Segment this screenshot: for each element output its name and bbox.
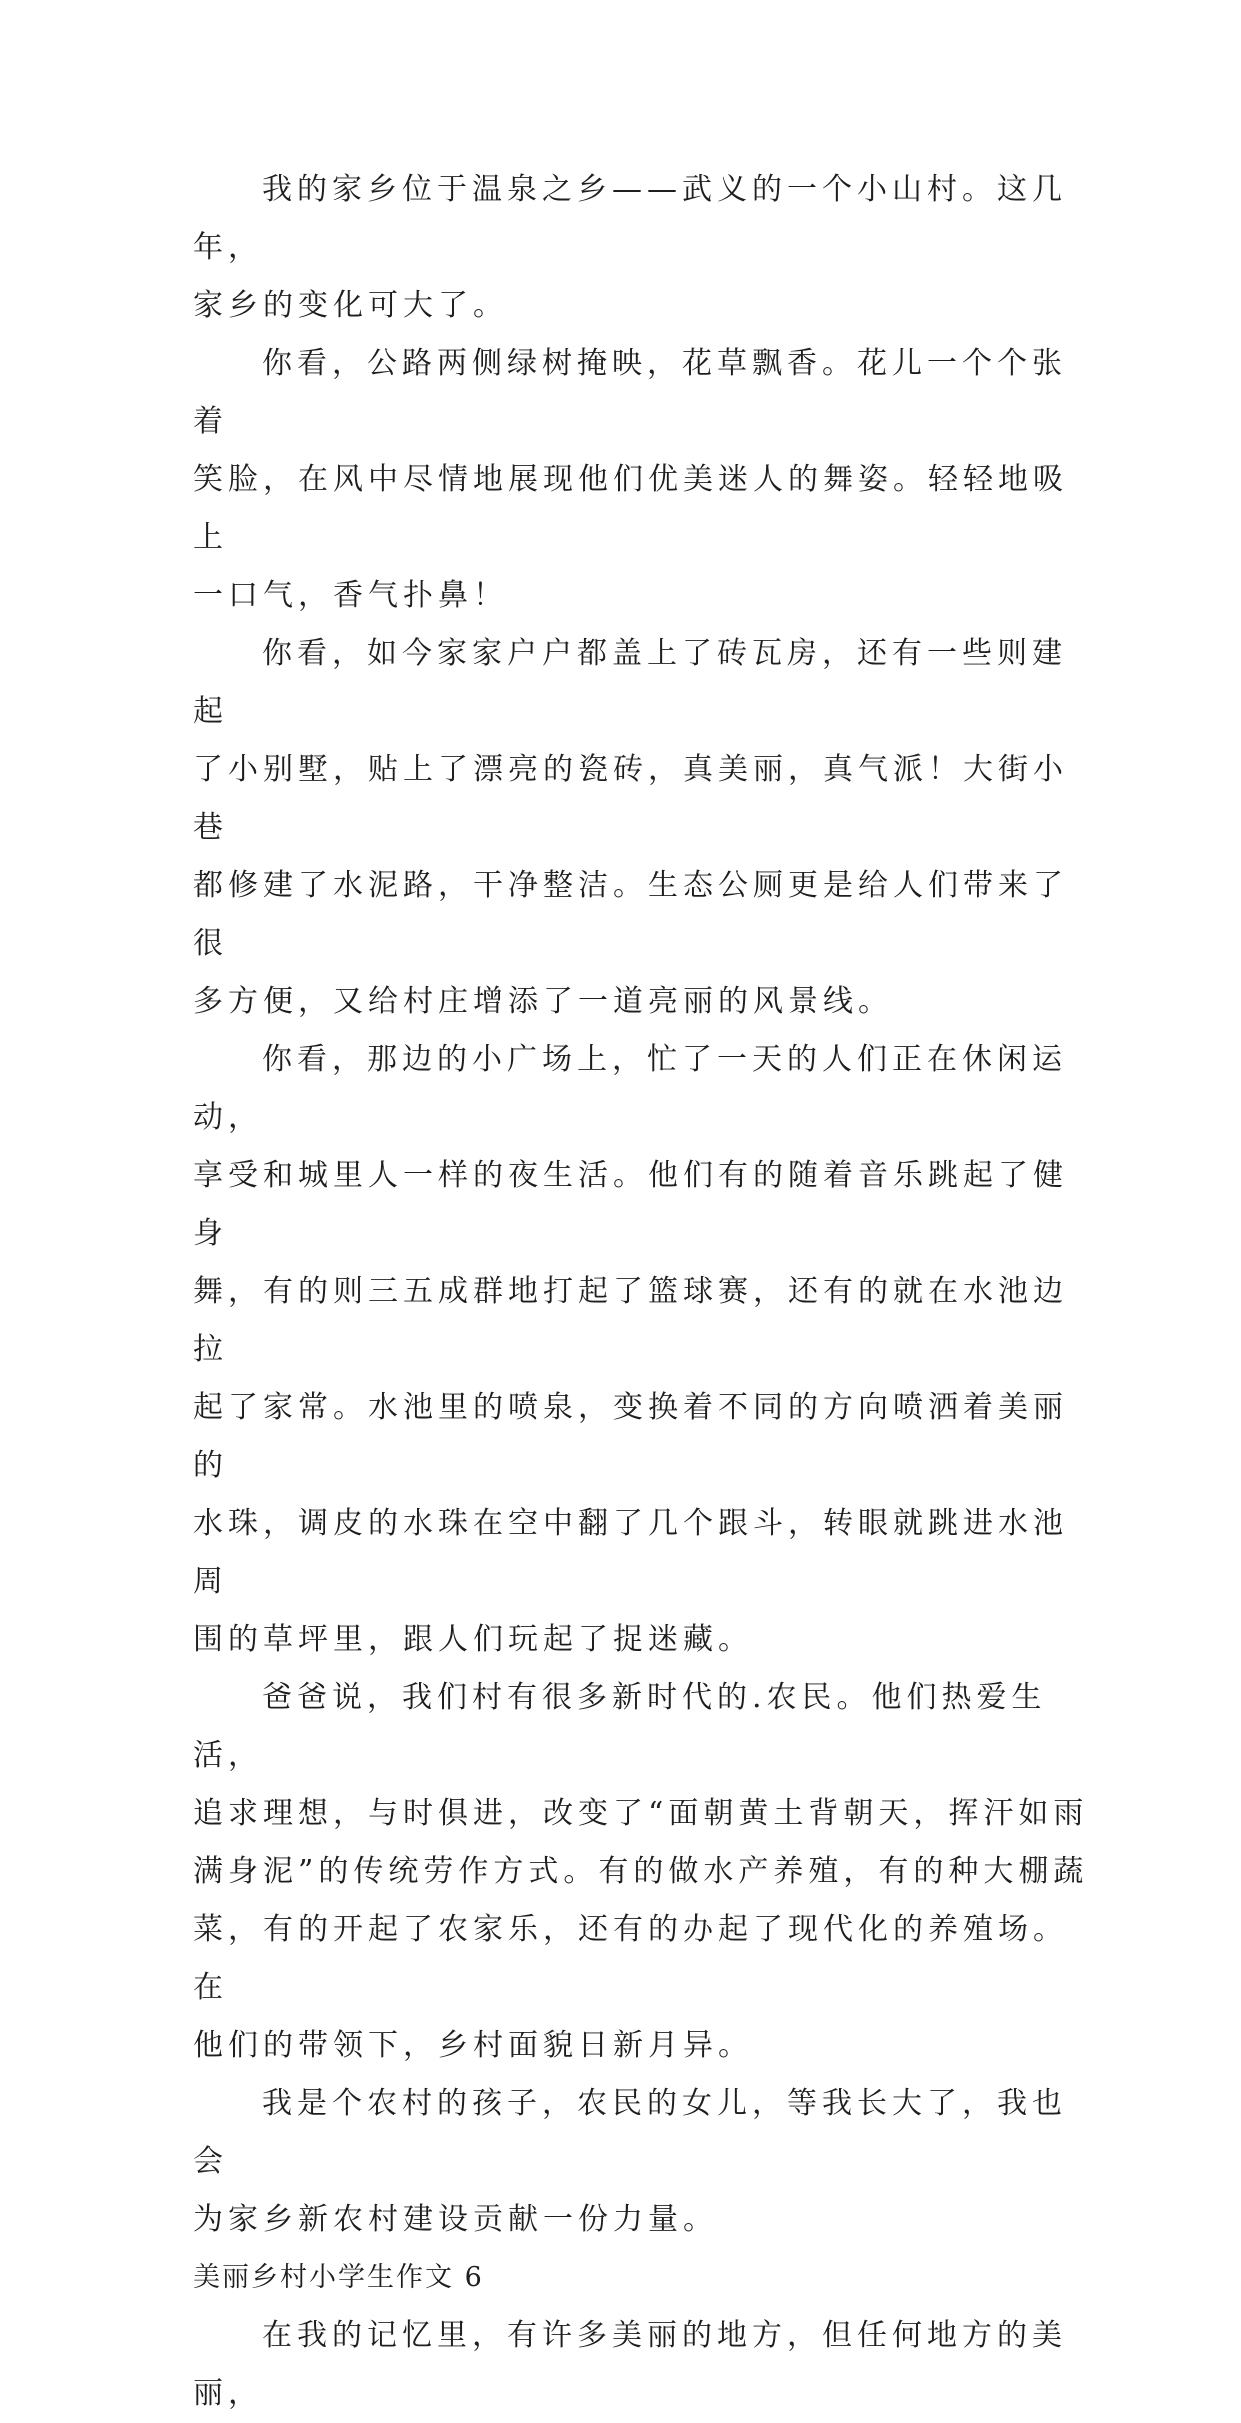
paragraph-road-flowers: 你看，公路两侧绿树掩映，花草飘香。花儿一个个张着 笑脸，在风中尽情地展现他们优美迷人的舞姿。轻轻地吸上 一口气，香气扑鼻！ (193, 346, 1068, 613)
paragraph-houses-roads: 你看，如今家家户户都盖上了砖瓦房，还有一些则建起 了小别墅，贴上了漂亮的瓷砖，真美丽，真气派！大街小巷 都修建了水泥路，干净整洁。生态公厕更是给人们带来了很 多方便，又给村庄增添了一道亮丽的风景线。 (193, 636, 1068, 1019)
paragraph-hometown-intro: 我的家乡位于温泉之乡——武义的一个小山村。这几年， 家乡的变化可大了。 (193, 172, 1067, 323)
paragraph-square-night-life: 你看，那边的小广场上，忙了一天的人们正在休闲运动， 享受和城里人一样的夜生活。他们有的随着音乐跳起了健身 舞，有的则三五成群地打起了篮球赛，还有的就在水池边拉 起了家常。水池里的喷泉，变换着不同的方向喷洒着美丽的 水珠，调皮的水珠在空中翻了几个跟斗，转眼就跳进水池周 围的草坪里，跟人们玩起了捉迷藏。 (193, 1042, 1068, 1657)
paragraph-memory: 在我的记忆里，有许多美丽的地方，但任何地方的美丽， (193, 2318, 1067, 2411)
essay-heading: 美丽乡村小学生作文 6 (193, 2262, 484, 2293)
document-body (193, 161, 1093, 2423)
paragraph-new-farmers: 爸爸说，我们村有很多新时代的.农民。他们热爱生活， 追求理想，与时俱进，改变了“面朝黄土背朝天，挥汗如雨 满身泥”的传统劳作方式。有的做水产养殖，有的种大棚蔬 菜，有的开起了农家乐，还有的办起了现代化的养殖场。在 他们的带领下，乡村面貌日新月异。 (193, 1680, 1089, 2063)
paragraph-my-wish: 我是个农村的孩子，农民的女儿，等我长大了，我也会 为家乡新农村建设贡献一份力量。 (193, 2086, 1067, 2237)
